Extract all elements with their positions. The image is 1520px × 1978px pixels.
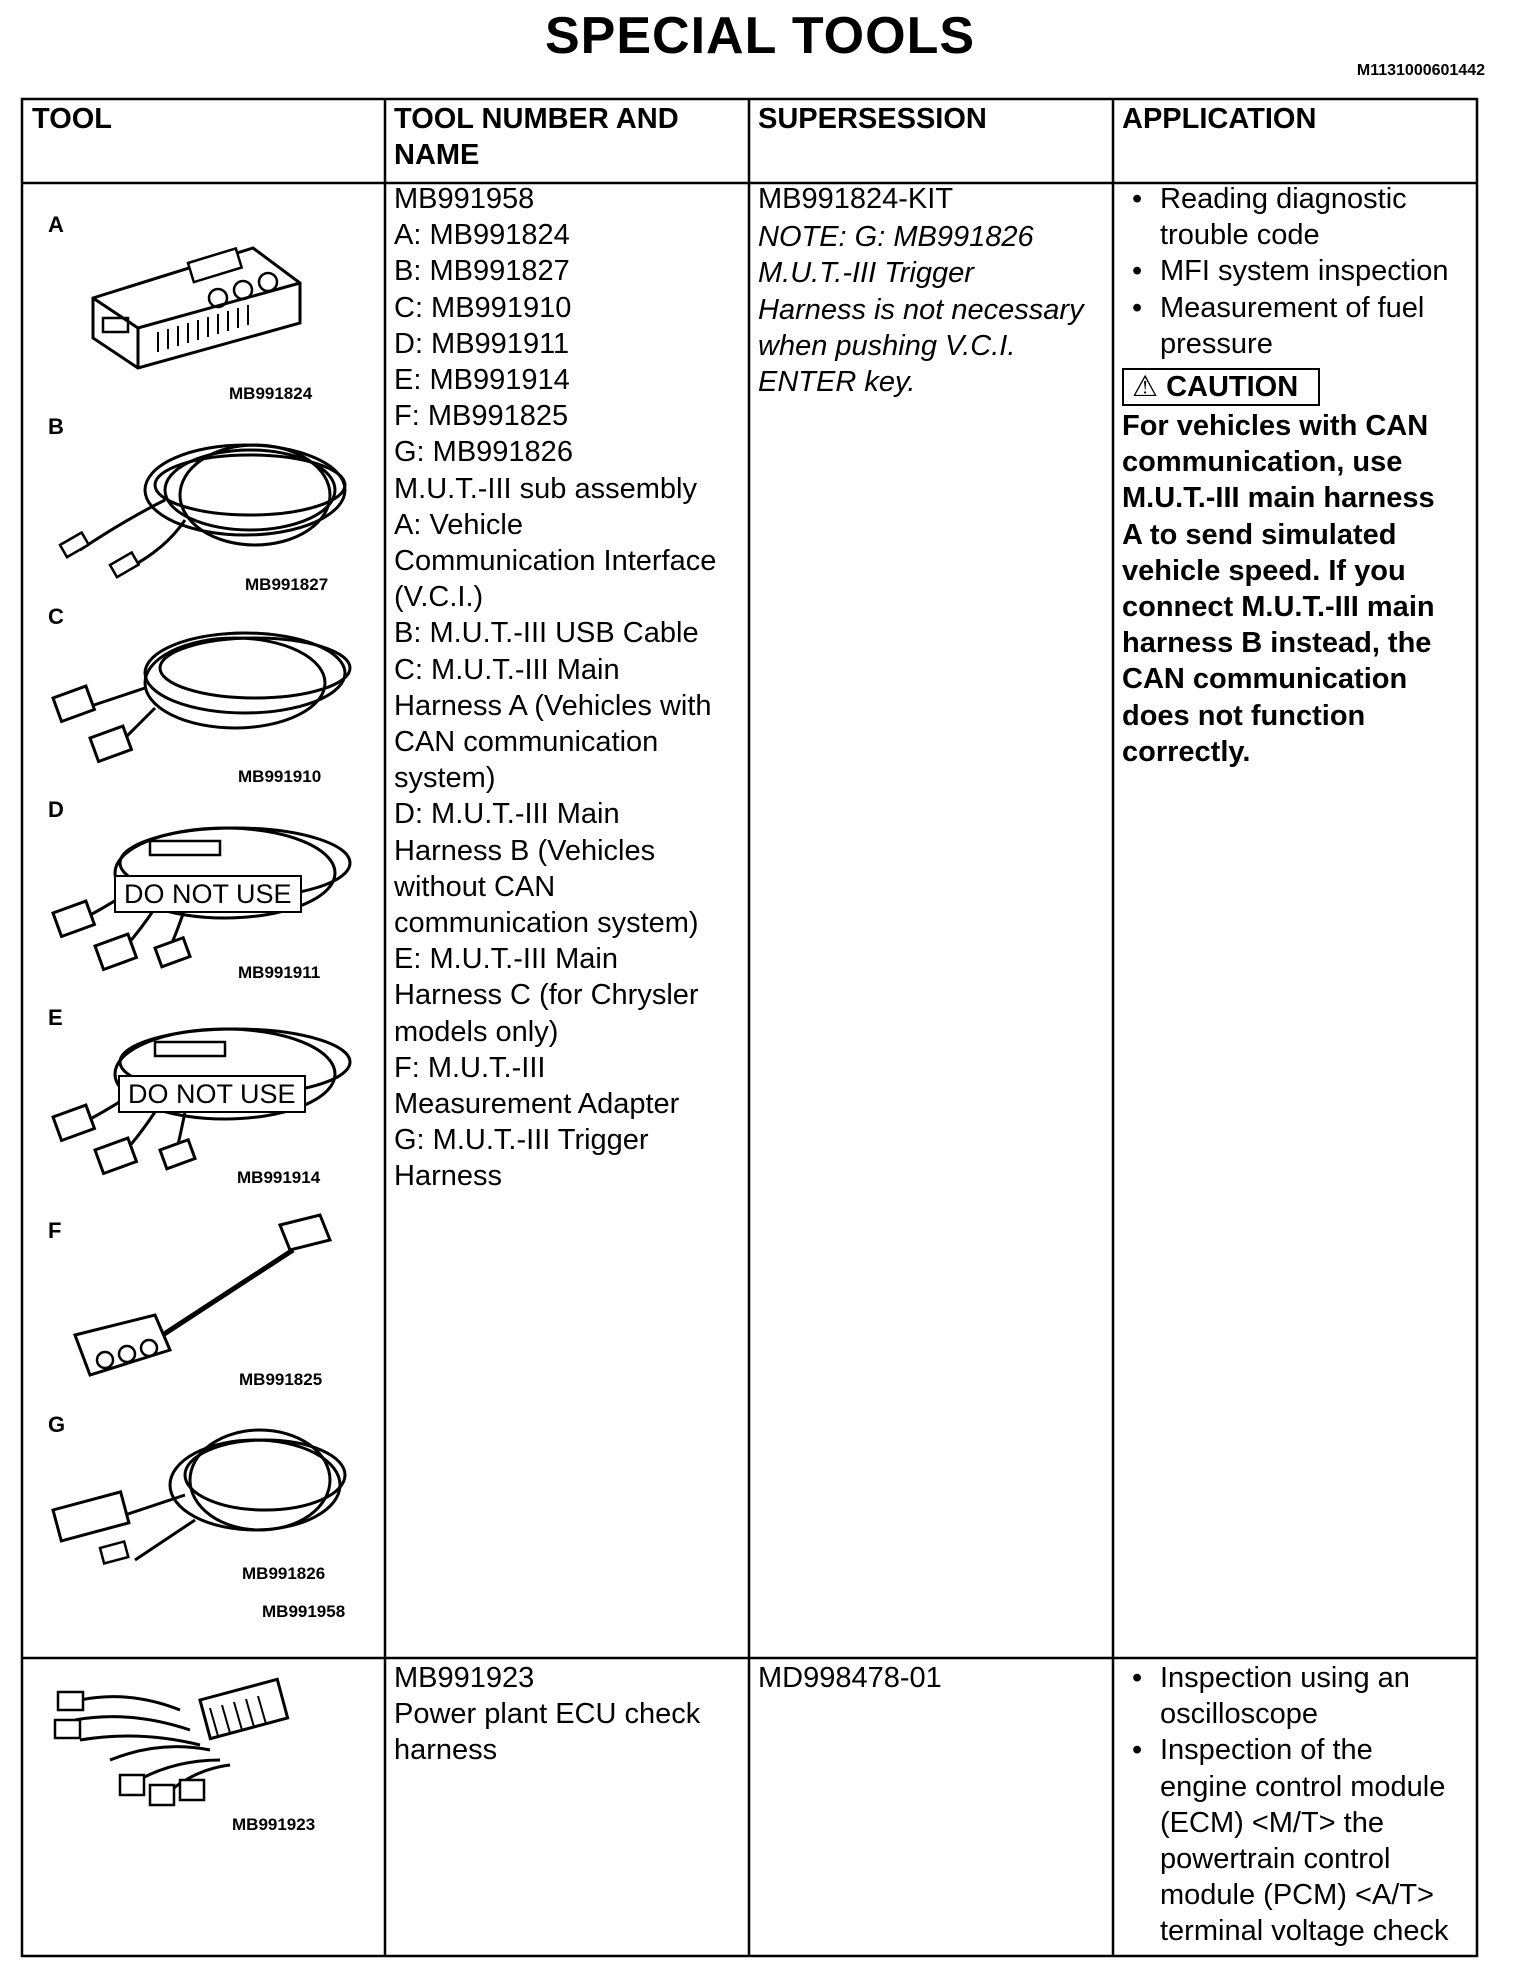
tool-label-b: B <box>48 414 64 439</box>
caution-badge <box>1122 368 1320 406</box>
tool-label-c: C <box>48 604 64 629</box>
tool-label-a: A <box>48 212 64 237</box>
supersession-note-row1: NOTE: G: MB991826 M.U.T.-III Trigger Harness is not necessary when pushing V.C.I. ENTER key. <box>758 221 1084 399</box>
trigger-harness-icon <box>45 1420 355 1580</box>
tool-number-text-row1: MB991958 A: MB991824 B: MB991827 C: MB991910 D: MB991911 E: MB991914 F: MB991825 G: MB991826 M.U.T.-III sub assembly A: Vehicle Communication Interface (V.C.I.) B: M.U.T.-III USB Cable C: M.U.T.-III Main Harness A (Vehicles with CAN communication system) D: M.U.T.-III Main Harness B (Vehicles without CAN communication system) E: M.U.T.-III Main Harness C (for Chrysler models only) F: M.U.T.-III Measurement Adapter G: M.U.T.-III Trigger Harness <box>394 183 717 1193</box>
caution-label: CAUTION <box>1166 371 1299 404</box>
tool-part-row2: MB991923 <box>232 1815 316 1834</box>
list-item: • Reading diagnostic trouble code <box>1122 181 1474 253</box>
tool-part-g: MB991826 <box>242 1564 326 1583</box>
list-item: • Inspection of the engine control module (ECM) <M/T> the powertrain control module (PCM) <A/T> terminal voltage check <box>1122 1732 1474 1949</box>
tool-part-b: MB991827 <box>245 575 329 594</box>
main-harness-a-icon <box>45 618 355 778</box>
tool-label-e: E <box>48 1005 63 1030</box>
do-not-use-warning-d: DO NOT USE <box>114 875 302 913</box>
document-id: M1131000601442 <box>1356 62 1485 79</box>
application-list-row1 <box>1122 181 1474 362</box>
supersession-row2: MD998478-01 <box>758 1662 942 1694</box>
tool-part-c: MB991910 <box>238 767 322 786</box>
header-application: APPLICATION <box>1122 103 1317 135</box>
do-not-use-warning-e: DO NOT USE <box>118 1075 306 1113</box>
application-list-row2 <box>1122 1660 1474 1950</box>
page-title: SPECIAL TOOLS <box>544 7 976 65</box>
tool-part-d: MB991911 <box>238 963 321 982</box>
header-supersession: SUPERSESSION <box>758 103 987 135</box>
tool-label-g: G <box>48 1412 66 1437</box>
application-cell-row1 <box>1122 181 1474 770</box>
application-cell-row2 <box>1122 1660 1474 1950</box>
tool-label-d: D <box>48 797 64 822</box>
ecu-check-harness-icon <box>50 1670 300 1810</box>
tool-part-f: MB991825 <box>239 1370 323 1389</box>
tool-part-a: MB991824 <box>229 384 313 403</box>
tool-set-number: MB991958 <box>262 1602 346 1621</box>
list-item: • MFI system inspection <box>1122 253 1474 289</box>
usb-cable-icon <box>55 420 355 590</box>
vci-device-icon <box>78 228 308 378</box>
tool-number-text-row2: MB991923 Power plant ECU check harness <box>394 1662 701 1767</box>
warning-triangle-icon: ⚠ <box>1132 371 1158 404</box>
caution-text: For vehicles with CAN communication, use M.U.T.-III main harness A to send simulated vehicle speed. If you connect M.U.T.-III main harness B instead, the CAN communication does not function correctly. <box>1122 410 1435 768</box>
tool-label-f: F <box>48 1218 62 1243</box>
list-item: • Measurement of fuel pressure <box>1122 290 1474 362</box>
tool-part-e: MB991914 <box>237 1168 321 1187</box>
header-tool: TOOL <box>32 103 113 135</box>
list-item: • Inspection using an oscilloscope <box>1122 1660 1474 1732</box>
measurement-adapter-icon <box>65 1210 345 1390</box>
supersession-row1: MB991824-KIT <box>758 183 954 215</box>
supersession-cell-row1 <box>758 181 1108 400</box>
header-tool-number: TOOL NUMBER AND NAME <box>394 103 679 171</box>
